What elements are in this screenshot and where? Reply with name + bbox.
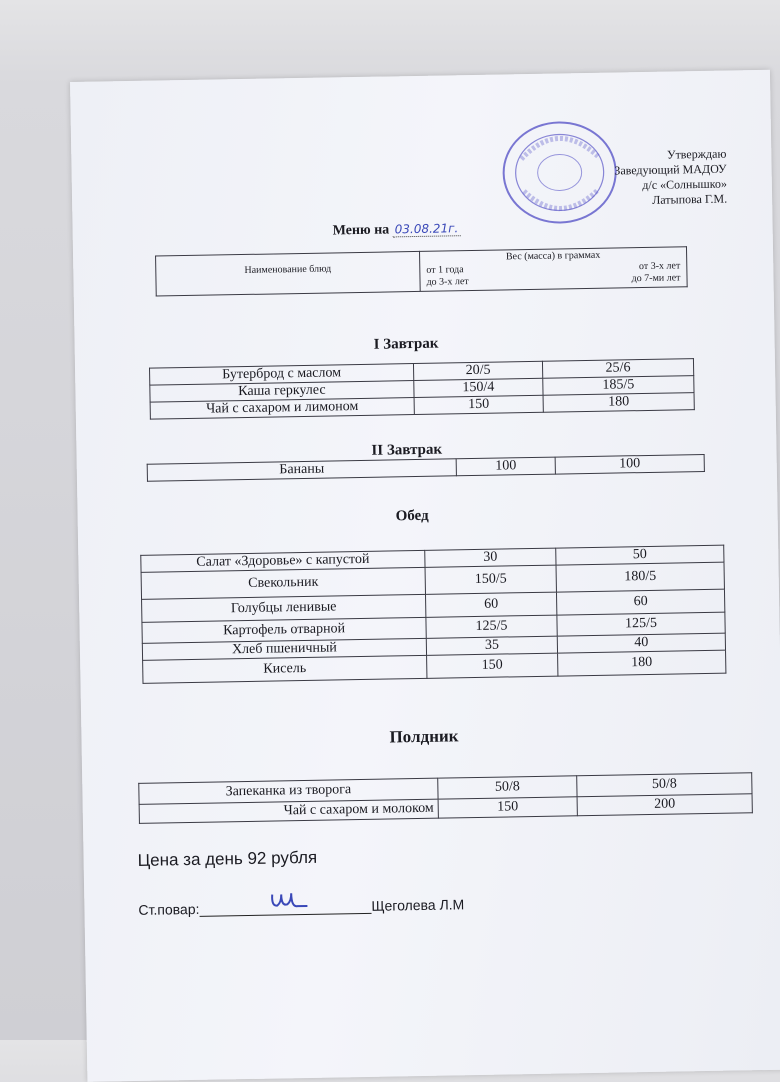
breakfast1-table [149,358,695,420]
header-age1-line1: от 1 года [426,264,464,276]
dish-name: Бутерброд с маслом [150,364,414,386]
weight-older: 60 [556,589,724,615]
header-weight-title: Вес (масса) в граммах [505,249,601,263]
menu-title-label: Меню на [332,222,390,239]
weight-older: 50/8 [577,773,752,797]
weight-young: 150 [414,395,543,414]
section-title-breakfast2: II Завтрак [371,441,443,459]
daily-price: Цена за день 92 рубля [137,847,318,870]
header-age2-line2: до 7-ми лет [631,272,681,285]
dish-name: Бананы [147,459,456,481]
weight-young: 150/5 [425,565,556,594]
approval-block [526,147,727,210]
weight-young: 100 [456,457,555,476]
dish-name: Чай с сахаром и лимоном [150,398,414,420]
handwritten-signature [269,890,309,913]
weight-older: 100 [555,454,704,474]
menu-sheet [70,70,780,1082]
dish-name: Чай с сахаром и молоком [139,799,438,823]
weight-older: 180 [543,393,694,413]
weight-young: 125/5 [426,615,557,638]
dish-name: Запеканка из творога [139,778,438,804]
table-row [147,454,704,481]
dish-name: Каша геркулес [150,381,414,403]
signature-line [199,899,371,917]
approval-title: Утверждаю [666,146,727,162]
weight-young: 30 [425,548,556,567]
header-age1-line2: до 3-х лет [426,276,469,288]
section-title-lunch: Обед [395,507,429,525]
section-title-breakfast1: I Завтрак [373,335,439,353]
weight-older: 50 [556,545,724,565]
weight-young: 20/5 [413,361,542,380]
weight-older: 180 [558,650,726,676]
weight-older: 40 [557,633,725,653]
weight-young: 60 [425,592,556,617]
cook-name: Щеголева Л.М [371,896,465,914]
weight-young: 50/8 [438,776,577,799]
section-title-snack: Полдник [389,726,459,747]
approval-name: Латыпова Г.М. [652,191,728,207]
approval-position: Заведующий МАДОУ [614,161,727,178]
dish-name: Салат «Здоровье» с капустой [141,550,425,572]
cook-label: Ст.повар: [138,900,200,918]
lunch-table [140,545,726,684]
weight-young: 150 [438,797,577,818]
cook-signature-line [138,896,464,918]
dish-name: Картофель отварной [142,617,426,643]
dish-name: Свекольник [141,567,425,599]
weight-older: 25/6 [542,359,693,379]
dish-name: Кисель [143,655,427,683]
dish-name: Хлеб пшеничный [142,638,426,660]
weight-older: 125/5 [557,612,725,636]
header-age2-line1: от 3-х лет [638,260,681,273]
weight-older: 200 [577,794,752,816]
header-weight [420,247,688,292]
weight-young: 150/4 [414,378,543,397]
breakfast2-table [147,454,705,482]
weight-older: 180/5 [556,562,724,592]
header-dish-name: Наименование блюд [156,251,421,296]
dish-name: Голубцы ленивые [142,594,426,622]
weight-young: 150 [427,653,558,678]
weight-young: 35 [426,636,557,655]
menu-date: 03.08.21г. [393,221,461,237]
menu-title [333,221,461,239]
weight-older: 185/5 [543,376,694,396]
header-table [155,246,688,296]
approval-org: д/с «Солнышко» [642,176,727,193]
snack-table [138,772,753,824]
